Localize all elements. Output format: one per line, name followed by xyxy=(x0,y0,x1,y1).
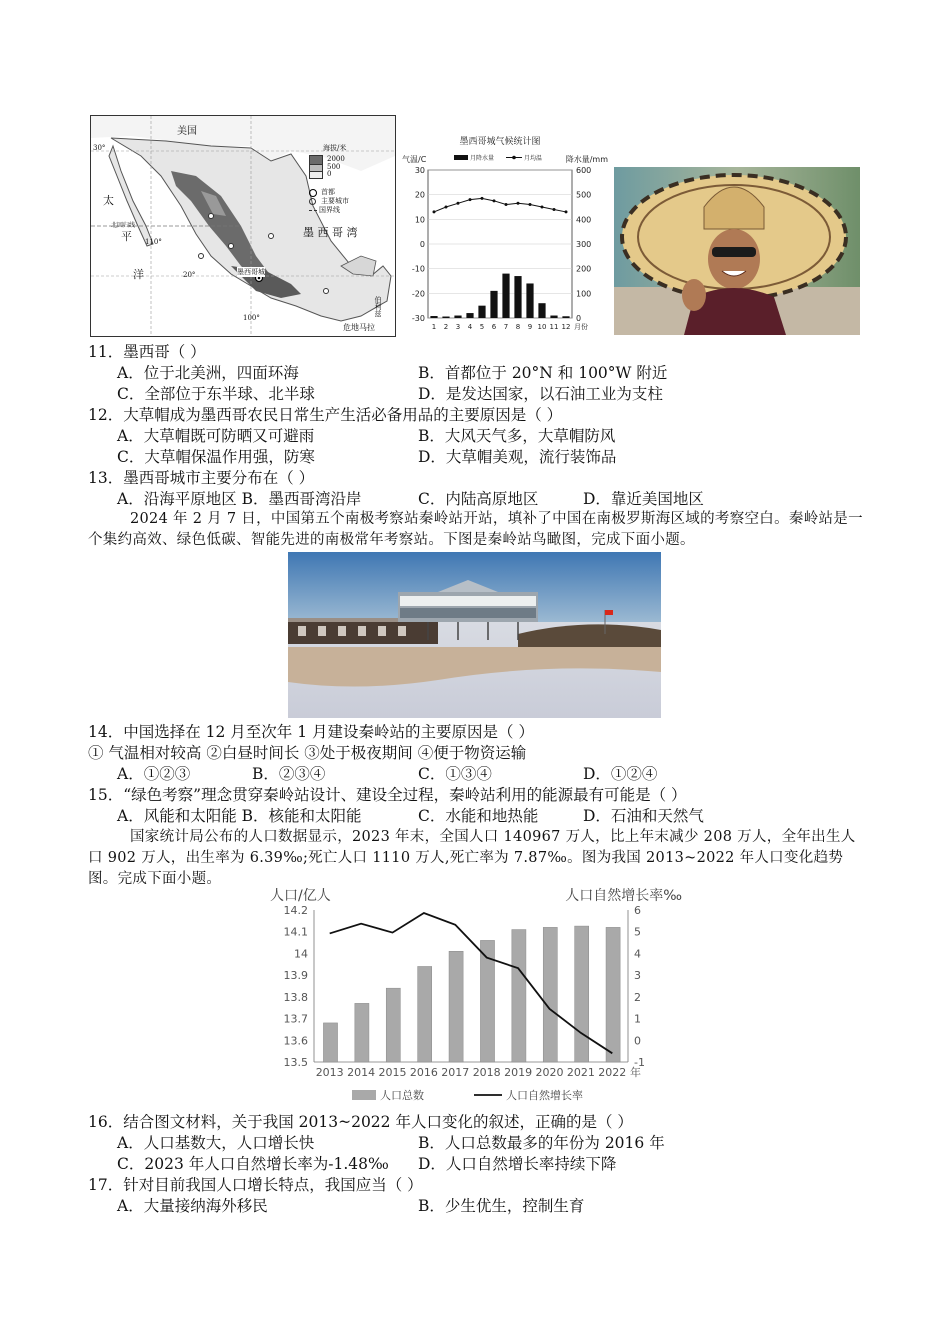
map-lat-30: 30° xyxy=(93,144,106,152)
climate-temp-point xyxy=(541,206,544,209)
population-bar xyxy=(418,966,432,1062)
climate-month-tick: 11 xyxy=(549,323,559,331)
q12-option-a[interactable]: A．大草帽既可防晒又可避雨 xyxy=(117,427,315,445)
q12-stem: 12．大草帽成为墨西哥农民日常生产生活必备用品的主要原因是（ ） xyxy=(88,406,563,424)
climate-temp-line xyxy=(434,198,566,212)
population-left-tick: 13.5 xyxy=(283,1056,308,1069)
population-year-tick: 2018 xyxy=(472,1066,501,1079)
q16-option-b[interactable]: B．人口总数最多的年份为 2016 年 xyxy=(418,1134,665,1152)
climate-month-tick: 7 xyxy=(503,323,509,331)
q11-option-d[interactable]: D．是发达国家，以石油工业为支柱 xyxy=(418,385,663,403)
legend-title: 海拔/米 xyxy=(323,144,347,152)
climate-month-tick: 6 xyxy=(491,323,497,331)
climate-temp-tick: -30 xyxy=(411,314,425,323)
q11-stem: 11．墨西哥（ ） xyxy=(88,343,206,361)
q12-option-b[interactable]: B．大风天气多，大草帽防风 xyxy=(418,427,616,445)
climate-precip-bar xyxy=(550,316,557,318)
climate-title: 墨西哥城气候统计图 xyxy=(459,137,541,147)
population-bar xyxy=(386,988,400,1062)
climate-precip-tick: 100 xyxy=(576,289,592,299)
climate-x-unit: 月份 xyxy=(574,323,588,331)
climate-chart xyxy=(402,132,612,336)
climate-temp-point xyxy=(433,210,436,213)
climate-temp-point xyxy=(469,198,472,201)
climate-temp-point xyxy=(457,202,460,205)
legend-city-icon xyxy=(309,198,316,205)
population-right-tick: -1 xyxy=(634,1056,645,1069)
climate-right-axis-label: 降水量/mm xyxy=(565,155,608,164)
climate-month-tick: 4 xyxy=(467,323,473,331)
population-bar xyxy=(575,926,589,1062)
population-year-tick: 2022 xyxy=(598,1066,627,1079)
population-bar xyxy=(355,1003,369,1062)
population-left-tick: 13.9 xyxy=(283,969,308,983)
climate-temp-tick: 0 xyxy=(419,240,425,249)
population-chart-svg xyxy=(262,884,690,1108)
population-right-tick: 3 xyxy=(634,969,641,983)
climate-temp-tick: 20 xyxy=(414,190,425,200)
climate-precip-tick: 200 xyxy=(576,264,592,274)
climate-temp-point xyxy=(517,202,520,205)
legend-border-icon xyxy=(309,210,317,211)
population-right-tick: 1 xyxy=(634,1012,641,1026)
population-bar xyxy=(543,927,557,1062)
population-year-tick: 2019 xyxy=(504,1066,533,1079)
population-legend-bar-label: 人口总数 xyxy=(380,1089,424,1102)
population-right-axis-label: 人口自然增长率‰ xyxy=(565,888,682,904)
climate-month-tick: 2 xyxy=(443,323,449,331)
q16-stem: 16．结合图文材料，关于我国 2013~2022 年人口变化的叙述，正确的是（ ） xyxy=(88,1113,633,1131)
climate-temp-point xyxy=(481,197,484,200)
q13-option-d[interactable]: D．靠近美国地区 xyxy=(583,490,704,508)
population-left-tick: 13.6 xyxy=(283,1034,308,1048)
q15-option-ab[interactable]: A．风能和太阳能 B．核能和太阳能 xyxy=(117,807,362,825)
climate-precip-bar xyxy=(430,316,437,318)
population-right-tick: 5 xyxy=(634,925,641,939)
passage-population: 国家统计局公布的人口数据显示，2023 年末，全国人口 140967 万人，比上年末减少 208 万人，全年出生人口 902 万人，出生率为 6.39‰;死亡人口 1110 万人,死亡率为 7.87‰。图为我国 2013~2022 年人口变化趋势图。完成下面小题。 xyxy=(88,829,856,887)
climate-month-tick: 5 xyxy=(479,323,485,331)
climate-precip-bar xyxy=(478,306,485,318)
legend-value-2000: 2000 xyxy=(327,155,345,163)
climate-temp-point xyxy=(553,208,556,211)
q16-option-a[interactable]: A．人口基数大，人口增长快 xyxy=(117,1134,315,1152)
climate-month-tick: 8 xyxy=(515,323,521,331)
population-year-tick: 2014 xyxy=(347,1066,376,1079)
q16-option-c[interactable]: C．2023 年人口自然增长率为-1.48‰ xyxy=(117,1155,389,1173)
climate-month-tick: 10 xyxy=(537,323,547,331)
climate-precip-bar xyxy=(454,316,461,318)
map-lat-20: 20° xyxy=(183,271,196,279)
population-left-tick: 13.7 xyxy=(283,1012,308,1026)
q17-stem: 17．针对目前我国人口增长特点，我国应当（ ） xyxy=(88,1176,423,1194)
population-year-tick: 2015 xyxy=(378,1066,407,1079)
population-year-tick: 2016 xyxy=(409,1066,438,1079)
map-tropic-label: 北回归线 xyxy=(111,222,136,229)
q16-option-d[interactable]: D．人口自然增长率持续下降 xyxy=(418,1155,617,1173)
map-label-usa: 美国 xyxy=(177,126,197,137)
climate-left-axis-label: 气温/C xyxy=(402,155,427,164)
climate-precip-tick: 500 xyxy=(576,190,592,200)
q13-stem: 13．墨西哥城市主要分布在（ ） xyxy=(88,469,315,487)
climate-month-tick: 9 xyxy=(527,323,533,331)
q17-option-a[interactable]: A．大量接纳海外移民 xyxy=(117,1197,268,1215)
population-chart xyxy=(262,884,690,1108)
climate-month-tick: 12 xyxy=(561,323,571,331)
map-label-guatemala: 危地马拉 xyxy=(343,323,375,332)
climate-precip-bar xyxy=(502,274,509,318)
climate-temp-point xyxy=(565,210,568,213)
climate-temp-point xyxy=(493,199,496,202)
population-bar xyxy=(606,927,620,1062)
q15-option-c[interactable]: C．水能和地热能 xyxy=(418,807,539,825)
population-rate-line xyxy=(330,913,613,1053)
population-bar xyxy=(323,1023,337,1062)
climate-chart-svg xyxy=(402,132,612,336)
climate-precip-tick: 600 xyxy=(576,166,592,175)
population-year-tick: 2021 xyxy=(566,1066,595,1079)
population-right-tick: 2 xyxy=(634,990,641,1004)
map-capital-label: 墨西哥城 xyxy=(237,268,265,276)
map-label-pacific-3: 洋 xyxy=(133,268,144,281)
q13-option-c[interactable]: C．内陆高原地区 xyxy=(418,490,539,508)
map-lon-100: 100° xyxy=(243,314,260,322)
map-label-pacific-2: 平 xyxy=(121,230,132,243)
q11-option-c[interactable]: C．全部位于东半球、北半球 xyxy=(117,385,315,403)
population-year-tick: 2017 xyxy=(441,1066,470,1079)
sombrero-photo xyxy=(614,167,860,335)
q15-stem: 15．“绿色考察”理念贯穿秦岭站设计、建设全过程，秦岭站利用的能源最有可能是（ ） xyxy=(88,786,687,804)
climate-temp-point xyxy=(505,203,508,206)
q11-option-a[interactable]: A．位于北美洲，四面环海 xyxy=(117,364,299,382)
map-lon-110: 110° xyxy=(145,238,162,246)
q12-option-c[interactable]: C．大草帽保温作用强，防寒 xyxy=(117,448,315,466)
climate-temp-tick: -10 xyxy=(411,264,425,274)
population-left-tick: 14 xyxy=(294,947,308,961)
legend-border-label: 国界线 xyxy=(319,206,340,214)
population-left-axis-label: 人口/亿人 xyxy=(270,888,331,904)
population-right-tick: 4 xyxy=(634,947,641,961)
population-right-tick: 6 xyxy=(634,904,641,917)
population-bar xyxy=(449,951,463,1062)
climate-legend-temp-marker xyxy=(512,156,516,160)
map-label-pacific-1: 太 xyxy=(103,194,114,207)
climate-temp-point xyxy=(445,206,448,209)
climate-precip-bar xyxy=(562,316,569,318)
map-label-gulf: 墨 西 哥 湾 xyxy=(303,226,358,239)
population-left-tick: 14.1 xyxy=(283,925,308,939)
q14-option-a[interactable]: A．①②③ xyxy=(117,765,191,783)
q14-option-d[interactable]: D．①②④ xyxy=(583,765,658,783)
climate-precip-tick: 0 xyxy=(576,314,582,323)
legend-value-0: 0 xyxy=(327,170,332,178)
population-bar xyxy=(512,930,526,1062)
q15-option-d[interactable]: D．石油和天然气 xyxy=(583,807,704,825)
climate-temp-tick: 30 xyxy=(414,166,425,175)
climate-precip-bar xyxy=(514,276,521,318)
legend-capital-icon xyxy=(309,189,317,197)
q13-option-ab[interactable]: A．沿海平原地区 B．墨西哥湾沿岸 xyxy=(117,490,362,508)
passage-qinling: 2024 年 2 月 7 日，中国第五个南极考察站秦岭站开站，填补了中国在南极罗斯海区域的考察空白。秦岭站是一个集约高效、绿色低碳、智能先进的南极常年考察站。下图是秦岭站鸟瞰图，完成下面小题。 xyxy=(88,511,863,548)
population-right-tick: 0 xyxy=(634,1034,641,1048)
legend-capital-label: 首都 xyxy=(321,188,335,196)
map-legend xyxy=(309,144,389,215)
climate-temp-tick: -20 xyxy=(411,289,425,299)
climate-temp-tick: 10 xyxy=(414,215,425,225)
q11-option-b[interactable]: B．首都位于 20°N 和 100°W 附近 xyxy=(418,364,668,382)
climate-legend-precip-label: 月降水量 xyxy=(470,155,495,162)
map-label-belize: 伯利兹 xyxy=(374,296,382,317)
climate-month-tick: 3 xyxy=(455,323,461,331)
climate-precip-bar xyxy=(538,303,545,318)
climate-temp-point xyxy=(529,203,532,206)
climate-precip-tick: 400 xyxy=(576,215,592,225)
population-year-tick: 2020 xyxy=(535,1066,564,1079)
climate-month-tick: 1 xyxy=(431,323,437,331)
population-legend-bar-swatch xyxy=(352,1090,376,1100)
climate-precip-bar xyxy=(526,283,533,318)
mexico-map xyxy=(90,115,396,337)
population-year-tick: 2013 xyxy=(315,1066,344,1079)
qinling-station-photo xyxy=(288,552,661,718)
q17-option-b[interactable]: B．少生优生，控制生育 xyxy=(418,1197,585,1215)
climate-legend-precip-swatch xyxy=(454,155,468,160)
q14-option-b[interactable]: B．②③④ xyxy=(252,765,326,783)
q14-option-c[interactable]: C．①③④ xyxy=(418,765,492,783)
population-x-unit: 年 xyxy=(630,1066,641,1079)
q14-items: ① 气温相对较高 ②白昼时间长 ③处于极夜期间 ④便于物资运输 xyxy=(88,744,527,762)
climate-precip-bar xyxy=(490,291,497,318)
population-left-tick: 13.8 xyxy=(283,990,308,1004)
climate-legend-temp-label: 月均温 xyxy=(524,155,543,162)
q12-option-d[interactable]: D．大草帽美观，流行装饰品 xyxy=(418,448,617,466)
population-legend-line-label: 人口自然增长率 xyxy=(506,1089,583,1102)
population-left-tick: 14.2 xyxy=(283,904,308,917)
climate-precip-bar xyxy=(466,313,473,318)
climate-precip-bar xyxy=(442,317,449,318)
legend-city-label: 主要城市 xyxy=(321,197,349,205)
legend-value-500: 500 xyxy=(327,163,341,171)
q14-stem: 14．中国选择在 12 月至次年 1 月建设秦岭站的主要原因是（ ） xyxy=(88,723,534,741)
climate-precip-tick: 300 xyxy=(576,240,592,249)
